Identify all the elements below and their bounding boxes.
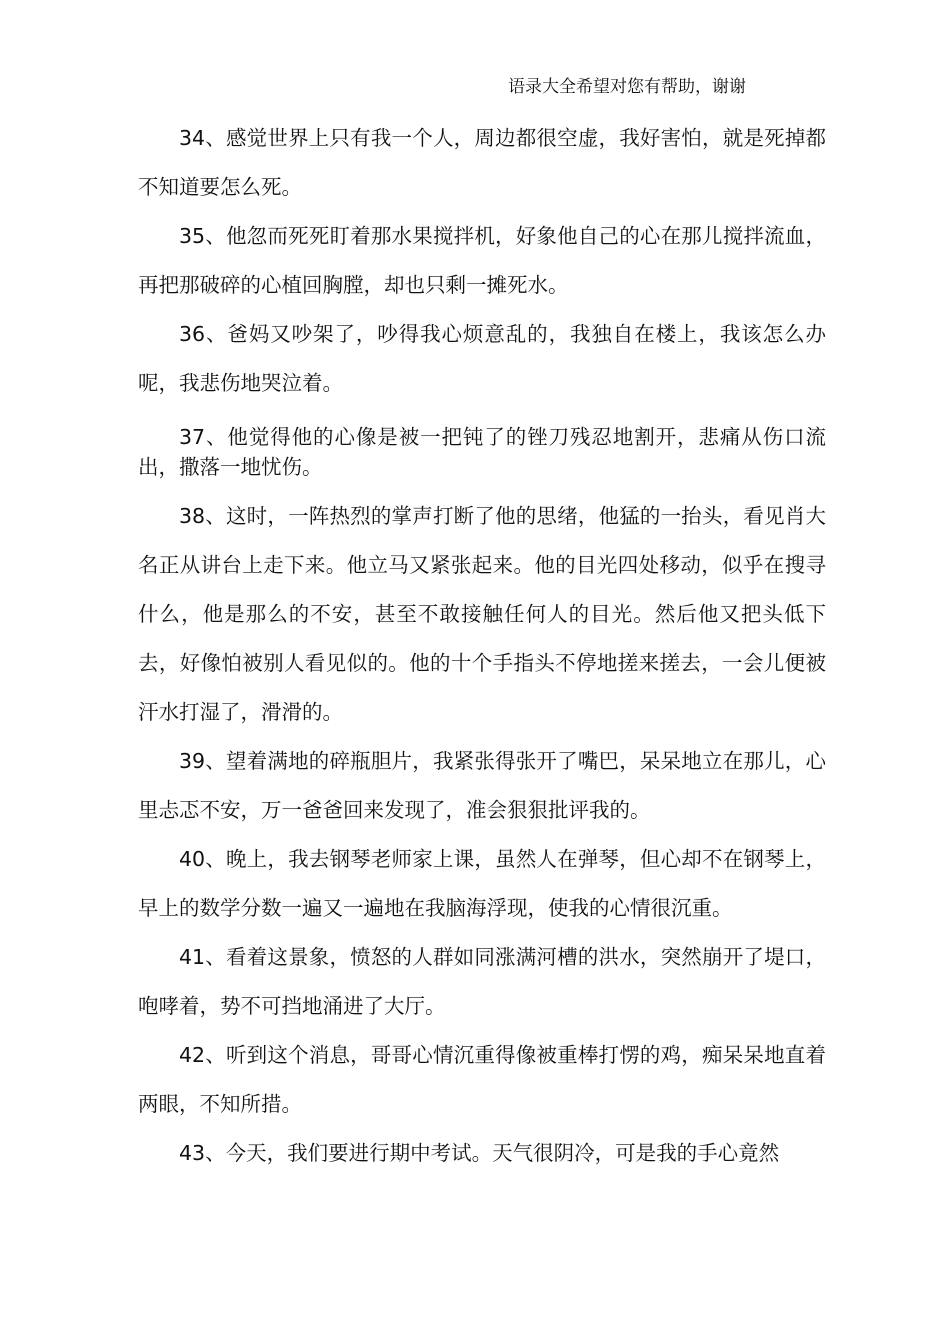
paragraph-37: 37、他觉得他的心像是被一把钝了的锉刀残忍地割开，悲痛从伤口流出，撒落一地忧伤。: [138, 425, 826, 479]
paragraph-38: 38、这时，一阵热烈的掌声打断了他的思绪，他猛的一抬头，看见肖大名正从讲台上走下来。他立马又紧张起来。他的目光四处移动，似乎在搜寻什么，他是那么的不安，甚至不敢接触任何人的目光。然后他又把头低下去，好像怕被别人看见似的。他的十个手指头不停地搓来搓去，一会儿便被汗水打湿了，滑滑的。: [138, 504, 826, 724]
paragraph-39: 39、望着满地的碎瓶胆片，我紧张得张开了嘴巴，呆呆地立在那儿，心里忐忑不安，万一爸爸回来发现了，准会狠狠批评我的。: [138, 749, 826, 822]
paragraph-36: 36、爸妈又吵架了，吵得我心烦意乱的，我独自在楼上，我该怎么办呢，我悲伤地哭泣着。: [138, 322, 826, 395]
paragraph-35: 35、他忽而死死盯着那水果搅拌机，好象他自己的心在那儿搅拌流血，再把那破碎的心植回胸膛，却也只剩一摊死水。: [138, 224, 826, 297]
document-body: [138, 114, 826, 1178]
paragraph-40: 40、晚上，我去钢琴老师家上课，虽然人在弹琴，但心却不在钢琴上，早上的数学分数一遍又一遍地在我脑海浮现，使我的心情很沉重。: [138, 847, 826, 920]
paragraph-42: 42、听到这个消息，哥哥心情沉重得像被重棒打愣的鸡，痴呆呆地直着两眼，不知所措。: [138, 1043, 826, 1116]
paragraph-34: 34、感觉世界上只有我一个人，周边都很空虚，我好害怕，就是死掉都不知道要怎么死。: [138, 126, 826, 199]
paragraph-41: 41、看着这景象，愤怒的人群如同涨满河槽的洪水，突然崩开了堤口，咆哮着，势不可挡地涌进了大厅。: [138, 945, 826, 1018]
header-note: 语录大全希望对您有帮助，谢谢: [508, 77, 746, 97]
paragraph-43: 43、今天，我们要进行期中考试。天气很阴冷，可是我的手心竟然: [179, 1141, 780, 1165]
